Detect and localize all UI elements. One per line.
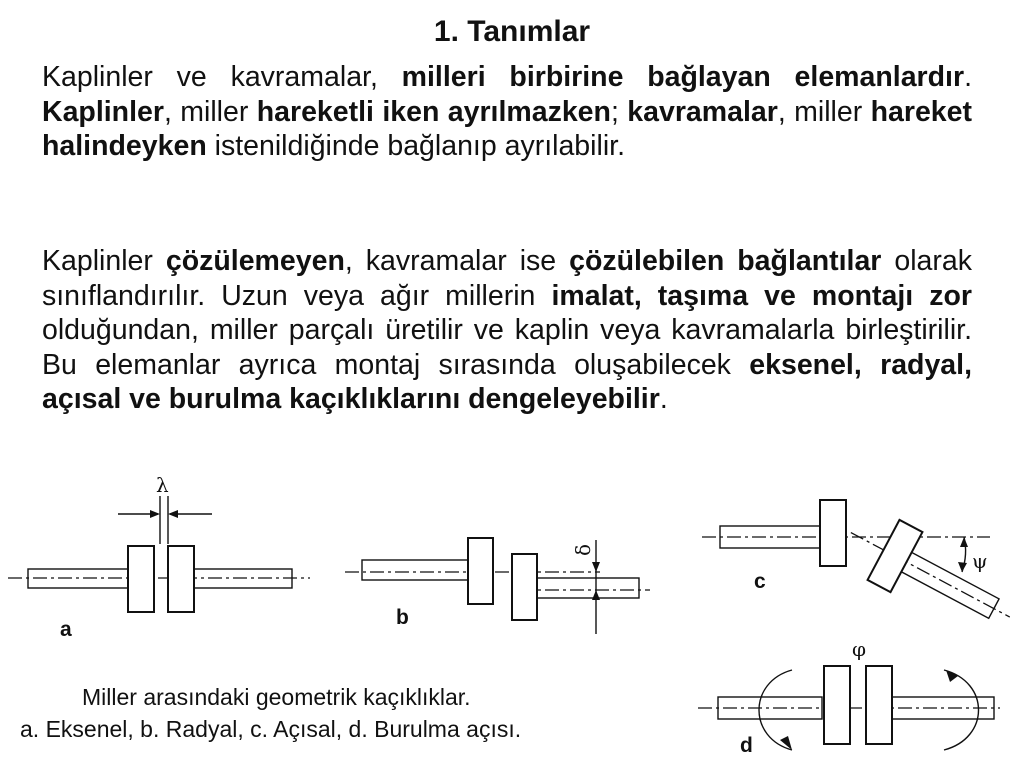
bold-segment: çözülemeyen [165, 245, 345, 277]
rotation-arrow-right [944, 670, 979, 750]
arrow-head [168, 510, 178, 518]
bold-segment: hareket halindeyken [42, 95, 972, 162]
text-segment: , miller [777, 95, 871, 128]
text-segment: . [964, 61, 972, 93]
bold-segment: Kaplinler [42, 95, 164, 128]
arrow-head [958, 562, 967, 572]
bold-segment: kavramalar [627, 95, 778, 128]
shaft-right [537, 578, 639, 598]
text-segment: istenildiğinde bağlanıp ayrılabilir. [206, 130, 625, 162]
lambda-symbol: λ [156, 473, 169, 497]
label-b: b [396, 606, 409, 629]
figure-caption-title: Miller arasındaki geometrik kaçıklıklar. [82, 684, 471, 710]
page-title: 1. Tanımlar [433, 15, 591, 48]
bold-segment: imalat, taşıma ve montajı zor [551, 279, 972, 312]
tilted-coupling [835, 503, 1024, 648]
phi-symbol: φ [852, 637, 867, 661]
shaft-left [362, 560, 468, 580]
bold-segment: çözülebilen bağlantılar [569, 245, 882, 277]
arrow-head [946, 670, 958, 682]
figure-a-axial [8, 473, 310, 641]
figure-c-angular [702, 500, 1024, 647]
text-segment: . [659, 383, 668, 415]
hub-left [468, 538, 493, 604]
psi-symbol: ψ [972, 549, 988, 573]
text-segment: ; [610, 95, 628, 128]
text-segment: olduğundan, miller parçalı üretilir ve kaplin veya kavramalarla birleştirilir. Bu elemanlar ayrıca montaj sırasında oluşabilecek [42, 314, 972, 381]
bold-segment: eksenel, radyal, açısal ve burulma kaçıklıklarını dengeleyebilir [42, 348, 972, 415]
figure-caption-legend: a. Eksenel, b. Radyal, c. Açısal, d. Burulma açısı. [20, 716, 522, 742]
arrow-head [150, 510, 160, 518]
hub-right [866, 666, 892, 744]
definition-paragraph-2 [42, 244, 972, 417]
hub-left [820, 500, 846, 566]
text-segment: , kavramalar ise [344, 245, 570, 277]
arrow-head [960, 537, 968, 547]
label-a: a [60, 618, 72, 641]
hub-right [512, 554, 537, 620]
hub-left [128, 546, 154, 612]
hub-right [868, 520, 923, 592]
label-d: d [740, 734, 753, 757]
figure-d-torsional [698, 637, 1000, 757]
arrow-head [592, 562, 600, 572]
label-c: c [754, 570, 766, 593]
hub-left [824, 666, 850, 744]
bold-segment: milleri birbirine bağlayan elemanlardır [401, 61, 965, 93]
hub-right [168, 546, 194, 612]
figure-b-radial [345, 538, 650, 634]
bold-segment: hareketli iken ayrılmazken [256, 95, 611, 128]
text-segment: olarak sınıflandırılır. Uzun veya ağır millerin [42, 245, 972, 312]
arrow-head [592, 590, 600, 600]
delta-symbol: δ [571, 543, 595, 556]
text-segment: , miller [163, 95, 257, 128]
text-segment: Kaplinler ve kavramalar, [42, 61, 402, 93]
definition-paragraph-1 [42, 60, 972, 164]
text-segment: Kaplinler [42, 245, 166, 277]
